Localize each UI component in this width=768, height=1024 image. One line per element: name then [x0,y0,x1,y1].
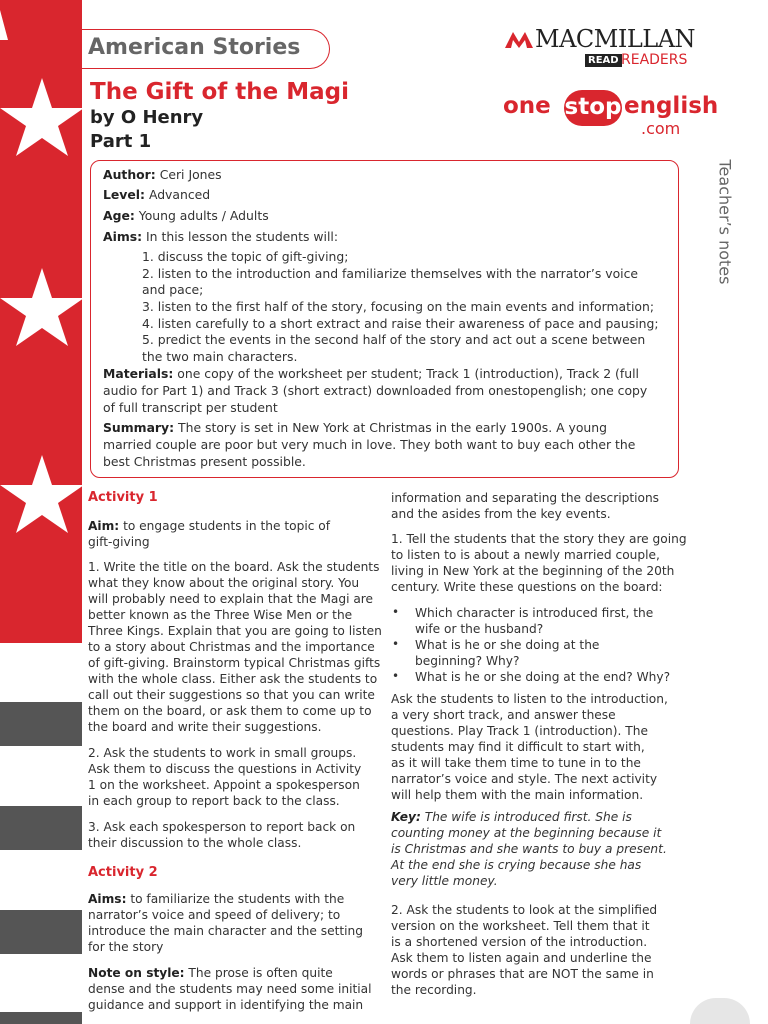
paragraph-line: students may find it difficult to start with, [391,740,645,754]
activity-2-heading: Activity 2 [88,865,158,880]
aim-line: to engage students in the topic of [123,519,331,533]
paragraph-line: to listen to is about a newly married couple, [391,548,660,562]
aim-label: Aim: [88,519,120,533]
paragraph-line: to a story about Christmas and the importance [88,640,375,654]
level-label: Level: [103,187,145,202]
bullet-icon: • [392,669,400,683]
aim-item: 1. discuss the topic of gift-giving; [142,249,349,264]
paragraph-line: is a shortened version of the introduction. [391,935,648,949]
aims-line: for the story [88,940,164,954]
decorative-grey-block [0,910,82,954]
aim-item: 3. listen to the first half of the story, focusing on the main events and information; [142,299,655,314]
key-line: is Christmas and she wants to buy a present. [391,842,667,856]
teachers-notes-label [710,159,736,305]
paragraph-line: 2. Ask the students to work in small groups. [88,746,357,760]
note-label: Note on style: [88,966,185,980]
star-icon [0,268,82,346]
photocopiable-stamp [690,998,750,1024]
paragraph-line: their discussion to the whole class. [88,836,302,850]
level-value: Advanced [148,187,211,202]
paragraph-line: call out their suggestions so that you can write [88,688,375,702]
paragraph-line: them on the board, or ask them to come up to [88,704,372,718]
materials-line: of full transcript per student [103,400,278,415]
aim-item: the two main characters. [142,349,298,364]
aim-item: 2. listen to the introduction and familiarize themselves with the narrator’s voice [142,266,639,281]
logo-com: .com [641,119,681,138]
note-line: guidance and support in identifying the main [88,998,364,1012]
paragraph-line: 1 on the worksheet. Appoint a spokesperson [88,778,360,792]
paragraph-line: the board and write their suggestions. [88,720,322,734]
bullet-line: beginning? Why? [415,654,520,668]
aims-line: introduce the main character and the setting [88,924,363,938]
key-label: Key: [391,810,421,824]
summary-line: married couple are poor but very much in love. They both want to buy each other the [103,437,636,452]
onestopenglish-logo [503,93,719,141]
byline: by O Henry [90,107,204,128]
summary-line: The story is set in New York at Christmas in the early 1900s. A young [178,420,607,435]
paragraph-line: living in New York at the beginning of the 20th [391,564,675,578]
logo-english: english [624,93,719,119]
paragraph-line: Ask the students to listen to the introduction, [391,692,668,706]
series-banner [82,29,330,69]
aims-line: narrator’s voice and speed of delivery; to [88,908,341,922]
paragraph-line: will probably need to explain that the Magi are [88,592,374,606]
paragraph-line: Three Kings. Explain that you are going to listen [88,624,382,638]
paragraph-line: 2. Ask the students to look at the simplified [391,903,658,917]
bullet-line: wife or the husband? [415,622,544,636]
paragraph-line: what they know about the original story. You [88,576,360,590]
paragraph-line: of gift-giving. Brainstorm typical Christmas gifts [88,656,381,670]
page-title: The Gift of the Magi [90,79,349,105]
decorative-grey-block [0,1012,82,1024]
summary-line: best Christmas present possible. [103,454,306,469]
materials-label: Materials: [103,366,174,381]
star-icon [0,10,8,40]
paragraph-line: a very short track, and answer these [391,708,616,722]
key-line: counting money at the beginning because it [391,826,662,840]
materials-line: audio for Part 1) and Track 3 (short extract) downloaded from onestopenglish; one copy [103,383,648,398]
paragraph-line: version on the worksheet. Tell them that it [391,919,650,933]
paragraph-line: with the whole class. Either ask the students to [88,672,378,686]
aim-item: 5. predict the events in the second half of the story and act out a scene between [142,332,646,347]
paragraph-line: questions. Play Track 1 (introduction). The [391,724,648,738]
star-icon [0,455,82,533]
decorative-grey-block [0,702,82,746]
paragraph-line: Ask them to listen again and underline the [391,951,652,965]
paragraph-line: Ask them to discuss the questions in Activity [88,762,362,776]
age-label: Age: [103,208,135,223]
paragraph-line: and the asides from the key events. [391,507,611,521]
key-line: At the end she is crying because she has [391,858,642,872]
bullet-icon: • [392,637,400,651]
author-value: Ceri Jones [159,167,222,182]
paragraph-line: words or phrases that are NOT the same in [391,967,654,981]
side-label-text: Teacher’s notes [715,159,735,285]
paragraph-line: narrator’s voice and style. The next activity [391,772,658,786]
paragraph-line: better known as the Three Wise Men or the [88,608,353,622]
macmillan-logo [505,25,696,75]
activity-1-heading: Activity 1 [88,490,158,505]
decorative-red-strip [0,0,82,643]
aim-item: 4. listen carefully to a short extract and raise their awareness of pace and pausing; [142,316,659,331]
paragraph-line: century. Write these questions on the board: [391,580,663,594]
paragraph-line: the recording. [391,983,477,997]
paragraph-line: 3. Ask each spokesperson to report back on [88,820,356,834]
star-icon [0,78,82,156]
bullet-icon: • [392,605,400,619]
materials-line: one copy of the worksheet per student; Track 1 (introduction), Track 2 (full [177,366,639,381]
star-icon-group [0,0,82,643]
aims-intro: In this lesson the students will: [146,229,339,244]
readers-text: READERS [621,52,688,68]
bullet-line: What is he or she doing at the [415,638,600,652]
part-label: Part 1 [90,131,152,152]
macmillan-brand: MACMILLAN [535,25,696,53]
read-badge: READ [585,54,622,67]
aim-line: gift-giving [88,535,150,549]
note-line: The prose is often quite [188,966,333,980]
key-line: The wife is introduced first. She is [424,810,632,824]
aims-label: Aims: [103,229,143,244]
paragraph-line: 1. Write the title on the board. Ask the students [88,560,380,574]
bullet-line: What is he or she doing at the end? Why? [415,670,671,684]
paragraph-line: as it will take them time to tune in to the [391,756,641,770]
logo-one: one [503,93,551,119]
aims-label: Aims: [88,892,127,906]
decorative-grey-block [0,806,82,850]
paragraph-line: in each group to report back to the class. [88,794,340,808]
macmillan-m-icon [505,28,533,48]
series-title: American Stories [88,35,301,60]
key-line: very little money. [391,874,498,888]
logo-stop: stop [564,90,622,126]
note-line: dense and the students may need some initial [88,982,372,996]
paragraph-line: information and separating the descriptions [391,491,660,505]
aims-line: to familiarize the students with the [130,892,345,906]
age-value: Young adults / Adults [138,208,269,223]
summary-label: Summary: [103,420,175,435]
author-label: Author: [103,167,156,182]
aim-item: and pace; [142,282,204,297]
paragraph-line: will help them with the main information. [391,788,644,802]
bullet-line: Which character is introduced first, the [415,606,654,620]
paragraph-line: 1. Tell the students that the story they are going [391,532,687,546]
